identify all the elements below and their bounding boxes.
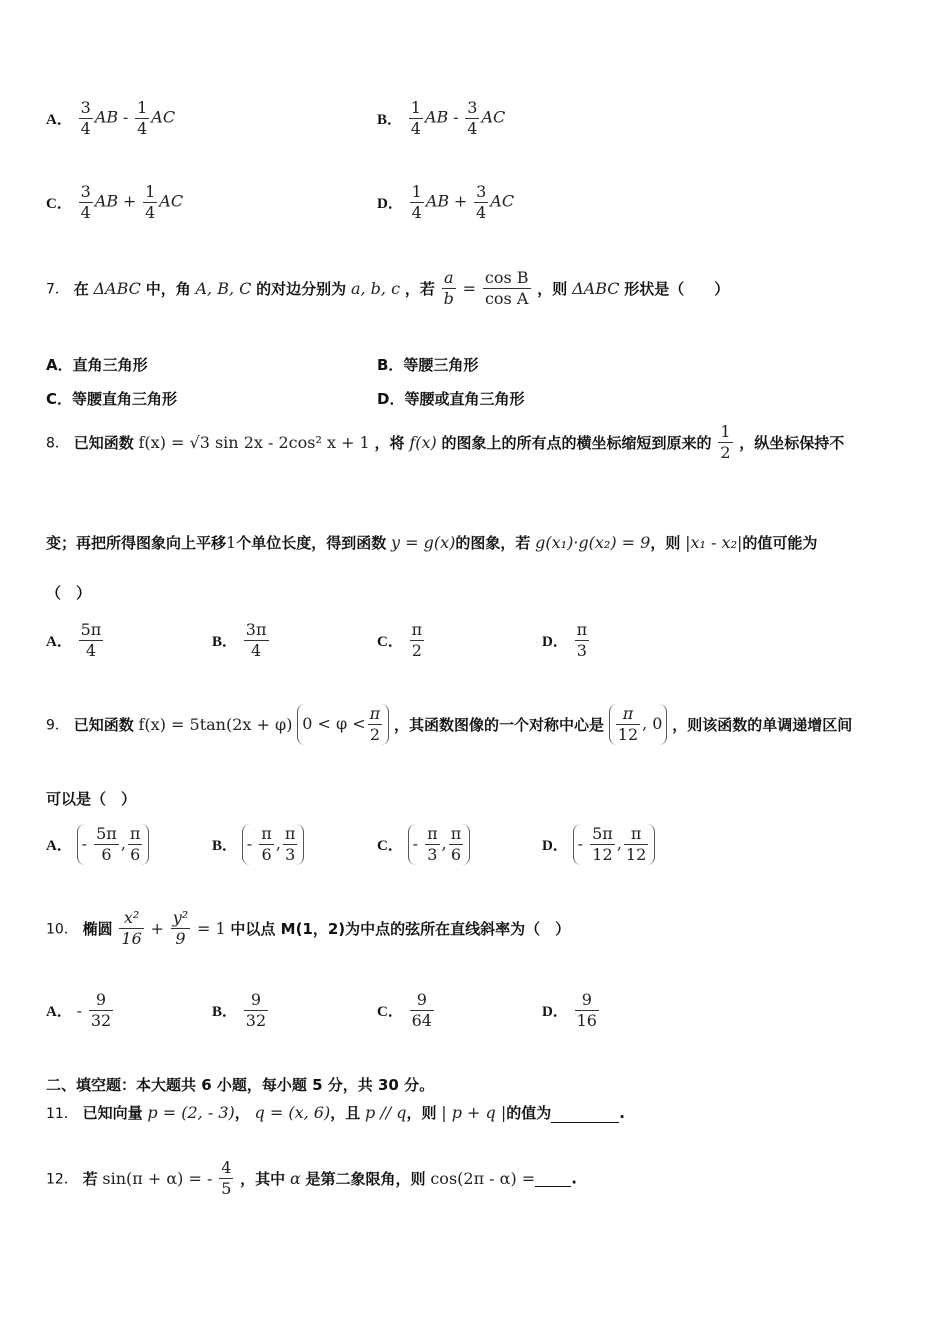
q8-answer-paren: （ ） [46, 584, 92, 602]
question-number: 10． [46, 921, 78, 938]
answer-blank[interactable] [535, 1170, 571, 1187]
fraction: $\frac{5\pi}{6}$ [96, 824, 117, 864]
fraction: $\frac{\pi}{2}$ [411, 620, 423, 660]
fraction: $\frac{\pi}{12}$ [617, 704, 639, 744]
q9-option-c[interactable]: C． - $\frac{\pi}{3}$ , $\frac{\pi}{6}$ [377, 824, 470, 865]
fraction: $\frac{\pi}{6}$ [261, 824, 272, 864]
option-label: A． [46, 112, 72, 128]
option-label: B． [377, 112, 403, 128]
fraction: $\frac{\text{y²}}{9}$ [172, 908, 189, 948]
q7-option-a[interactable]: A．直角三角形 [46, 356, 148, 374]
q10-stem: 10． 椭圆 $\frac{\text{x²}}{16}$ + $\frac{\text{y²}}{9}$ = 1 中以点 M(1，2)为中点的弦所在直线斜率为（ ） [46, 908, 571, 948]
fraction: $\frac{1}{4}$ [411, 182, 422, 222]
fraction: $\frac{9}{16}$ [576, 990, 597, 1030]
q9-stem-line1: 9． 已知函数 f(x) = 5tan(2x + φ) 0 < φ < $\frac{\pi}{2}$ ，其函数图像的一个对称中心是 $\frac{\pi}{12}$ , 0 ，则该函数的单调递增区间 [46, 704, 853, 744]
fraction: $\frac{\text{x²}}{16}$ [121, 908, 142, 948]
fraction: $\frac{3\pi}{4}$ [245, 620, 267, 660]
q7-option-c[interactable]: C．等腰直角三角形 [46, 390, 178, 408]
fraction: $\frac{a}{b}$ [443, 268, 454, 308]
fraction: $\frac{1}{2}$ [720, 422, 731, 462]
fraction: $\frac{\pi}{3}$ [576, 620, 588, 660]
answer-blank[interactable] [551, 1106, 619, 1123]
q8-option-a[interactable]: A． $\frac{5\pi}{4}$ [46, 620, 102, 660]
question-number: 9． [46, 717, 69, 734]
q9-stem-line2: 可以是（ ） [46, 790, 137, 808]
section-heading: 二、填空题：本大题共 6 小题，每小题 5 分，共 30 分。 [46, 1076, 435, 1094]
option-label: D． [377, 196, 403, 212]
q9-option-d[interactable]: D． - $\frac{5\pi}{12}$ , $\frac{\pi}{12}$ [542, 824, 655, 865]
fraction: $\frac{\text{cos B}}{\text{cos A}}$ [484, 268, 529, 308]
q7-option-d[interactable]: D．等腰或直角三角形 [377, 390, 525, 408]
fraction: $\frac{9}{64}$ [411, 990, 432, 1030]
q8-stem-line1: 8． 已知函数 f(x) = √3 sin 2x - 2cos² x + 1 ，将 f(x) 的图象上的所有点的横坐标缩短到原来的 $\frac{1}{2}$ ，纵坐标保持不 [46, 422, 845, 462]
q7-option-b[interactable]: B．等腰三角形 [377, 356, 479, 374]
fraction: $\frac{9}{32}$ [90, 990, 112, 1030]
question-number: 11． [46, 1106, 78, 1122]
fraction: $\frac{\pi}{3}$ [427, 824, 438, 864]
q6-option-b[interactable]: B． $\frac{1}{4}$ AB - $\frac{3}{4}$ AC [377, 98, 506, 138]
q6-option-c[interactable]: C． $\frac{3}{4}$ AB + $\frac{1}{4}$ AC [46, 182, 184, 222]
fraction: $\frac{1}{4}$ [410, 98, 421, 138]
fraction: $\frac{\pi}{6}$ [129, 824, 141, 864]
q10-option-c[interactable]: C． $\frac{9}{64}$ [377, 990, 432, 1030]
fraction: $\frac{\pi}{3}$ [284, 824, 296, 864]
fraction: $\frac{\pi}{2}$ [369, 704, 381, 744]
question-number: 8． [46, 435, 69, 452]
fraction: $\frac{9}{32}$ [245, 990, 267, 1030]
q10-option-b[interactable]: B． $\frac{9}{32}$ [212, 990, 267, 1030]
q6-option-a[interactable]: A． $\frac{3}{4}$ AB - $\frac{1}{4}$ AC [46, 98, 176, 138]
question-number: 12． [46, 1171, 78, 1188]
fraction: $\frac{\pi}{12}$ [625, 824, 647, 864]
fraction: $\frac{3}{4}$ [80, 182, 91, 222]
condition-paren: 0 < φ < $\frac{\pi}{2}$ [297, 704, 389, 745]
fraction: $\frac{1}{4}$ [145, 182, 156, 222]
fraction: $\frac{5\pi}{12}$ [592, 824, 613, 864]
q10-option-a[interactable]: A． - $\frac{9}{32}$ [46, 990, 112, 1030]
q8-option-c[interactable]: C． $\frac{\pi}{2}$ [377, 620, 423, 660]
fraction: $\frac{1}{4}$ [137, 98, 148, 138]
fraction: $\frac{5\pi}{4}$ [80, 620, 102, 660]
option-label: C． [46, 196, 72, 212]
fraction: $\frac{3}{4}$ [80, 98, 91, 138]
q8-option-d[interactable]: D． $\frac{\pi}{3}$ [542, 620, 588, 660]
q9-option-a[interactable]: A． - $\frac{5\pi}{6}$ , $\frac{\pi}{6}$ [46, 824, 149, 865]
fraction: $\frac{\pi}{6}$ [450, 824, 462, 864]
q8-stem-line2: 变；再把所得图象向上平移1个单位长度，得到函数 y = g(x)的图象，若 g(x₁)·g(x₂) = 9，则 |x₁ - x₂|的值可能为 [46, 533, 818, 552]
fraction: $\frac{4}{5}$ [221, 1158, 232, 1198]
q8-option-b[interactable]: B． $\frac{3\pi}{4}$ [212, 620, 267, 660]
q9-option-b[interactable]: B． - $\frac{\pi}{6}$ , $\frac{\pi}{3}$ [212, 824, 304, 865]
q10-option-d[interactable]: D． $\frac{9}{16}$ [542, 990, 597, 1030]
fraction: $\frac{3}{4}$ [467, 98, 478, 138]
center-paren: $\frac{\pi}{12}$ , 0 [609, 704, 668, 745]
q6-option-d[interactable]: D． $\frac{1}{4}$ AB + $\frac{3}{4}$ AC [377, 182, 515, 222]
question-number: 7． [46, 281, 69, 298]
q12-stem: 12． 若 sin(π + α) = - $\frac{4}{5}$ ，其中 α 是第二象限角，则 cos(2π - α) = . [46, 1158, 577, 1198]
fraction: $\frac{3}{4}$ [476, 182, 487, 222]
q7-stem: 7． 在 ΔABC 中，角 A, B, C 的对边分别为 a, b, c ，若 $\frac{a}{b}$ = $\frac{\text{cos B}}{\text{cos A}}$ ，则 ΔABC 形状是（ ） [46, 268, 730, 308]
q11-stem: 11． 已知向量 p = (2, - 3)， q = (x, 6)，且 p // q，则 | p + q |的值为 . [46, 1103, 625, 1122]
